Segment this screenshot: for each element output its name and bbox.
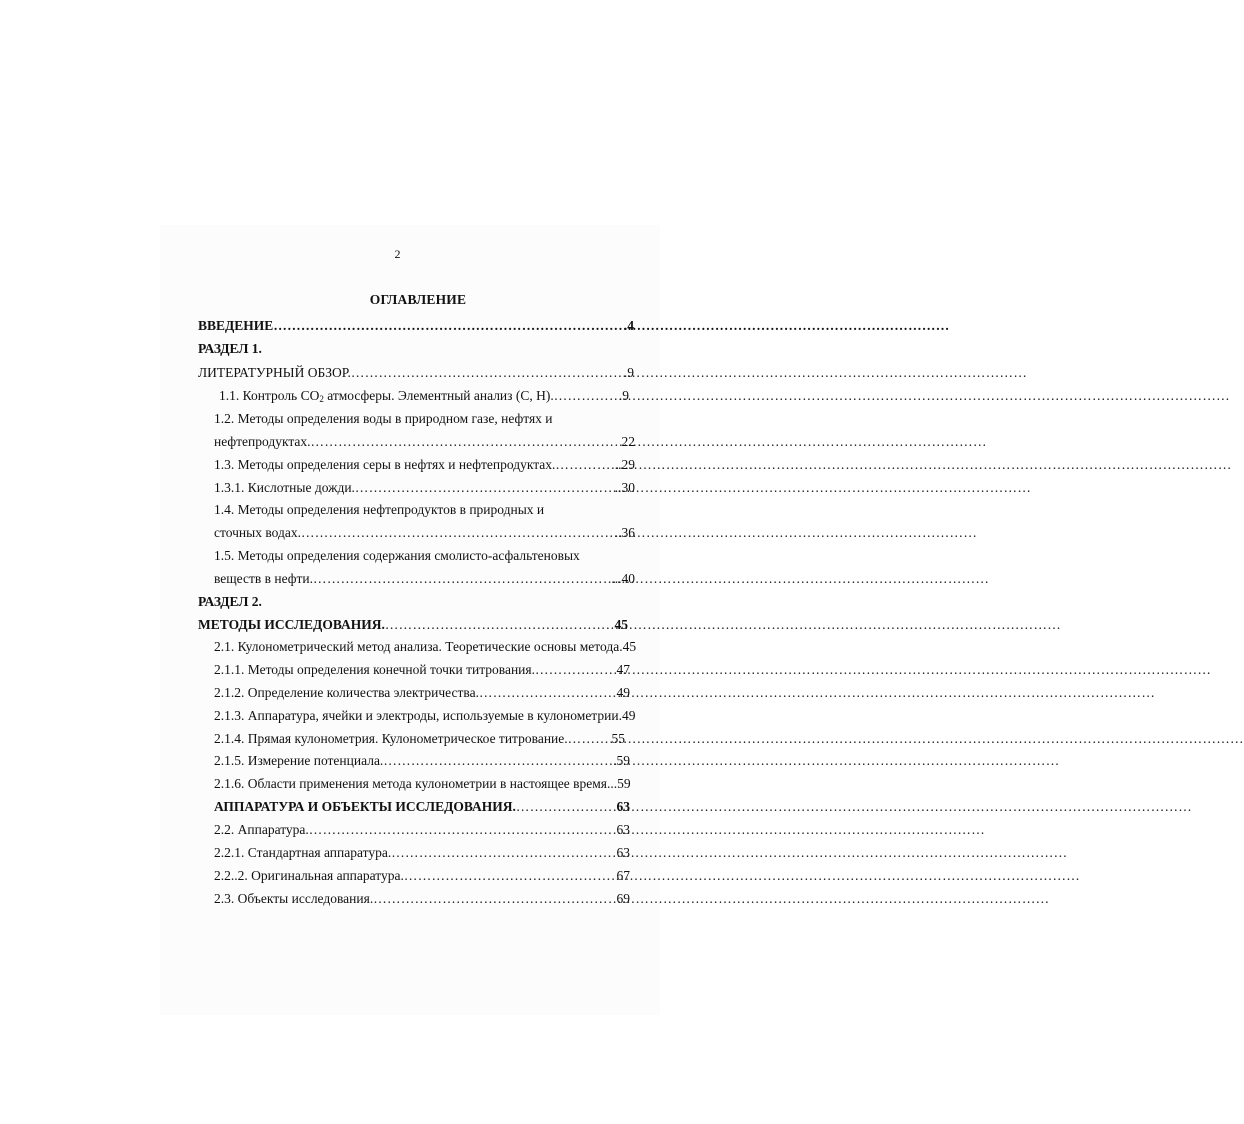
page-number: 2	[394, 247, 401, 261]
toc-entry-2-1-6: 2.1.6. Области применения метода кулонометрии в настоящее время. ..59	[214, 776, 631, 791]
toc-entry-literature-review: ЛИТЕРАТУРНЫЙ ОБЗОР. ………………………………………………………………………………………………………………………………… .9	[198, 364, 634, 382]
toc-entry-intro: ВВЕДЕНИЕ ………………………………………………………………………………………………………………………………… .4	[198, 317, 634, 335]
toc-entry-2-2-2: 2.2..2. Оригинальная аппаратура. ………………………………………………………………………………………………………………………………… 67	[214, 867, 630, 885]
toc-entry-1-4: сточных водах. ………………………………………………………………………………………………………………………………… ..36	[214, 524, 635, 542]
toc-entry-apparatus-objects: АППАРАТУРА И ОБЪЕКТЫ ИССЛЕДОВАНИЯ. ………………………………………………………………………………………………………………………………… 63	[214, 798, 630, 816]
section-2-heading: РАЗДЕЛ 2.	[198, 594, 262, 609]
toc-entry-1-3-1: 1.3.1. Кислотные дожди. ………………………………………………………………………………………………………………………………… ..30	[214, 479, 635, 497]
toc-entry-2-1-3: 2.1.3. Аппаратура, ячейки и электроды, используемые в кулонометрии. 49	[214, 708, 636, 723]
toc-entry-1-5: веществ в нефти. ………………………………………………………………………………………………………………………………… ...40	[214, 570, 635, 588]
toc-entry-2-1-5: 2.1.5. Измерение потенциала. ………………………………………………………………………………………………………………………………… .59	[214, 752, 630, 770]
toc-entry-1-4-line1: 1.4. Методы определения нефтепродуктов в природных и	[214, 502, 545, 517]
toc-entry-1-3: 1.3. Методы определения серы в нефтях и нефтепродуктах. ………………………………………………………………………………………………………………………………… ..29	[214, 456, 635, 474]
toc-entry-2-1-1: 2.1.1. Методы определения конечной точки титрования. ………………………………………………………………………………………………………………………………… 47	[214, 661, 630, 679]
toc-entry-1-5-line1: 1.5. Методы определения содержания смолисто-асфальтеновых	[214, 548, 580, 563]
toc-entry-2-2: 2.2. Аппаратура. ………………………………………………………………………………………………………………………………… 63	[214, 821, 630, 839]
toc-entry-1-2: нефтепродуктах. ………………………………………………………………………………………………………………………………… 22	[214, 433, 635, 451]
toc-entry-2-1-4: 2.1.4. Прямая кулонометрия. Кулонометрическое титрование. ………………………………………………………………………………………………………………………………… 55	[214, 730, 625, 748]
toc-entry-2-1-2: 2.1.2. Определение количества электричества. ………………………………………………………………………………………………………………………………… 49	[214, 684, 630, 702]
toc-entry-2-1: 2.1. Кулонометрический метод анализа. Теоретические основы метода. 45	[214, 639, 637, 654]
page-title: ОГЛАВЛЕНИЕ	[369, 292, 467, 307]
toc-entry-2-2-1: 2.2.1. Стандартная аппаратура. ………………………………………………………………………………………………………………………………… 63	[214, 844, 630, 862]
toc-entry-2-3: 2.3. Объекты исследования. ………………………………………………………………………………………………………………………………… 69	[214, 890, 630, 908]
toc-entry-1-1: 1.1. Контроль $СО_2$ атмосферы. Элементный анализ (С, Н). ………………………………………………………………………………………………………………………………… .9	[219, 387, 629, 408]
section-1-heading: РАЗДЕЛ 1.	[198, 341, 262, 356]
toc-entry-methods: МЕТОДЫ ИССЛЕДОВАНИЯ. ………………………………………………………………………………………………………………………………… 45	[198, 616, 628, 634]
toc-entry-1-2-line1: 1.2. Методы определения воды в природном газе, нефтях и	[214, 411, 553, 426]
